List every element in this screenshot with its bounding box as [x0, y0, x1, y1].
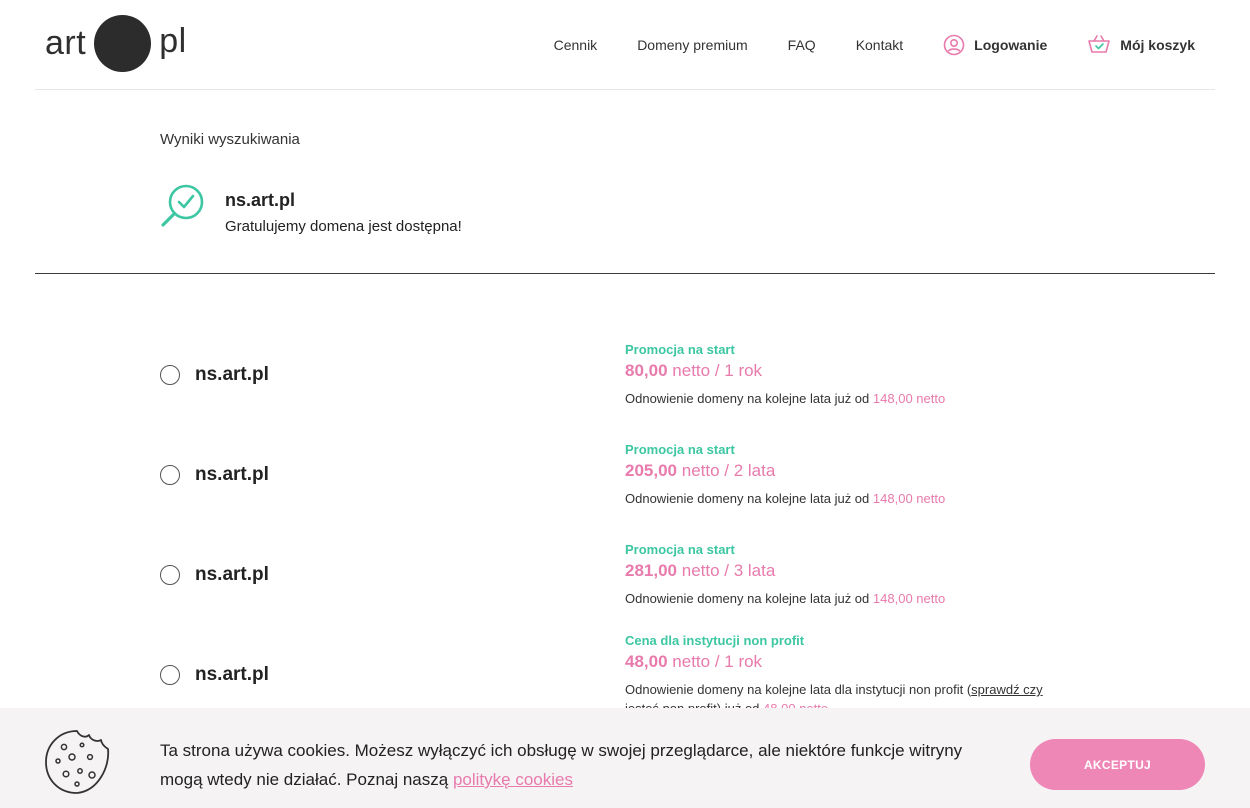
logo-text-pl: pl — [159, 22, 187, 60]
main-nav — [554, 30, 1195, 60]
renewal-info — [625, 389, 1065, 408]
renewal-text: Odnowienie domeny na kolejne lata już od — [625, 591, 870, 606]
cookie-policy-link[interactable]: politykę cookies — [452, 770, 573, 789]
cookie-message-text: Ta strona używa cookies. Możesz wyłączyć ich obsługę w swojej przeglądarce, ale niektóre funkcje witryny mogą wtedy nie działać. Poznaj naszą — [160, 741, 963, 789]
basket-icon — [1087, 34, 1111, 56]
nav-link-kontakt[interactable]: Kontakt — [855, 37, 904, 53]
nav-link-cennik[interactable]: Cennik — [553, 37, 598, 53]
option-domain: ns.art.pl — [195, 664, 269, 685]
renewal-text: Odnowienie domeny na kolejne lata już od — [625, 391, 870, 406]
results-label: Wyniki wyszukiwania — [160, 131, 300, 148]
price-line — [625, 652, 1065, 672]
price-option-1[interactable] — [160, 342, 1060, 442]
price-line — [625, 561, 1065, 581]
price-amount: 48,00 — [625, 652, 668, 671]
cookie-message — [160, 736, 990, 794]
renewal-price: 148,00 netto — [872, 591, 946, 606]
login-button[interactable] — [943, 34, 1047, 56]
price-amount: 281,00 — [625, 561, 677, 580]
renewal-info — [625, 589, 1065, 608]
nav-link-domeny-premium[interactable]: Domeny premium — [637, 37, 748, 53]
section-divider — [35, 273, 1215, 274]
cookie-banner — [0, 708, 1250, 808]
result-message: Gratulujemy domena jest dostępna! — [225, 218, 462, 235]
price-period: netto / 1 rok — [672, 652, 763, 671]
promo-label: Promocja na start — [625, 342, 735, 357]
promo-label: Promocja na start — [625, 542, 735, 557]
accept-cookies-button[interactable]: AKCEPTUJ — [1030, 739, 1205, 790]
cart-label: Mój koszyk — [1120, 37, 1195, 53]
renewal-text: Odnowienie domeny na kolejne lata już od — [625, 491, 870, 506]
search-result-summary — [160, 183, 462, 235]
option-radio[interactable] — [160, 365, 180, 385]
price-period: netto / 3 lata — [681, 561, 776, 580]
option-radio[interactable] — [160, 665, 180, 685]
result-domain: ns.art.pl — [225, 190, 296, 210]
price-option-3[interactable] — [160, 542, 1060, 642]
logo-text-art: art — [45, 24, 87, 62]
site-header — [35, 0, 1215, 90]
option-domain: ns.art.pl — [195, 564, 269, 585]
option-domain: ns.art.pl — [195, 364, 269, 385]
price-period: netto / 2 lata — [681, 461, 776, 480]
search-check-icon — [160, 183, 205, 228]
promo-label: Cena dla instytucji non profit — [625, 633, 805, 648]
price-amount: 80,00 — [625, 361, 668, 380]
renewal-text: Odnowienie domeny na kolejne lata dla instytucji non profit ( — [625, 682, 972, 697]
login-label: Logowanie — [974, 37, 1048, 53]
price-line — [625, 361, 1065, 381]
user-icon — [943, 34, 965, 56]
option-radio[interactable] — [160, 565, 180, 585]
nav-link-faq[interactable]: FAQ — [787, 37, 816, 53]
cart-button[interactable] — [1087, 34, 1195, 56]
cookie-icon — [44, 729, 110, 795]
price-amount: 205,00 — [625, 461, 677, 480]
renewal-price: 148,00 netto — [872, 491, 946, 506]
nonprofit-check-link[interactable]: sprawdź czy — [971, 682, 1043, 697]
site-logo[interactable] — [45, 14, 187, 72]
option-radio[interactable] — [160, 465, 180, 485]
renewal-info — [625, 489, 1065, 508]
logo-dot — [94, 15, 151, 72]
option-domain: ns.art.pl — [195, 464, 269, 485]
price-option-2[interactable] — [160, 442, 1060, 542]
price-line — [625, 461, 1065, 481]
price-period: netto / 1 rok — [672, 361, 763, 380]
renewal-price: 148,00 netto — [872, 391, 946, 406]
promo-label: Promocja na start — [625, 442, 735, 457]
